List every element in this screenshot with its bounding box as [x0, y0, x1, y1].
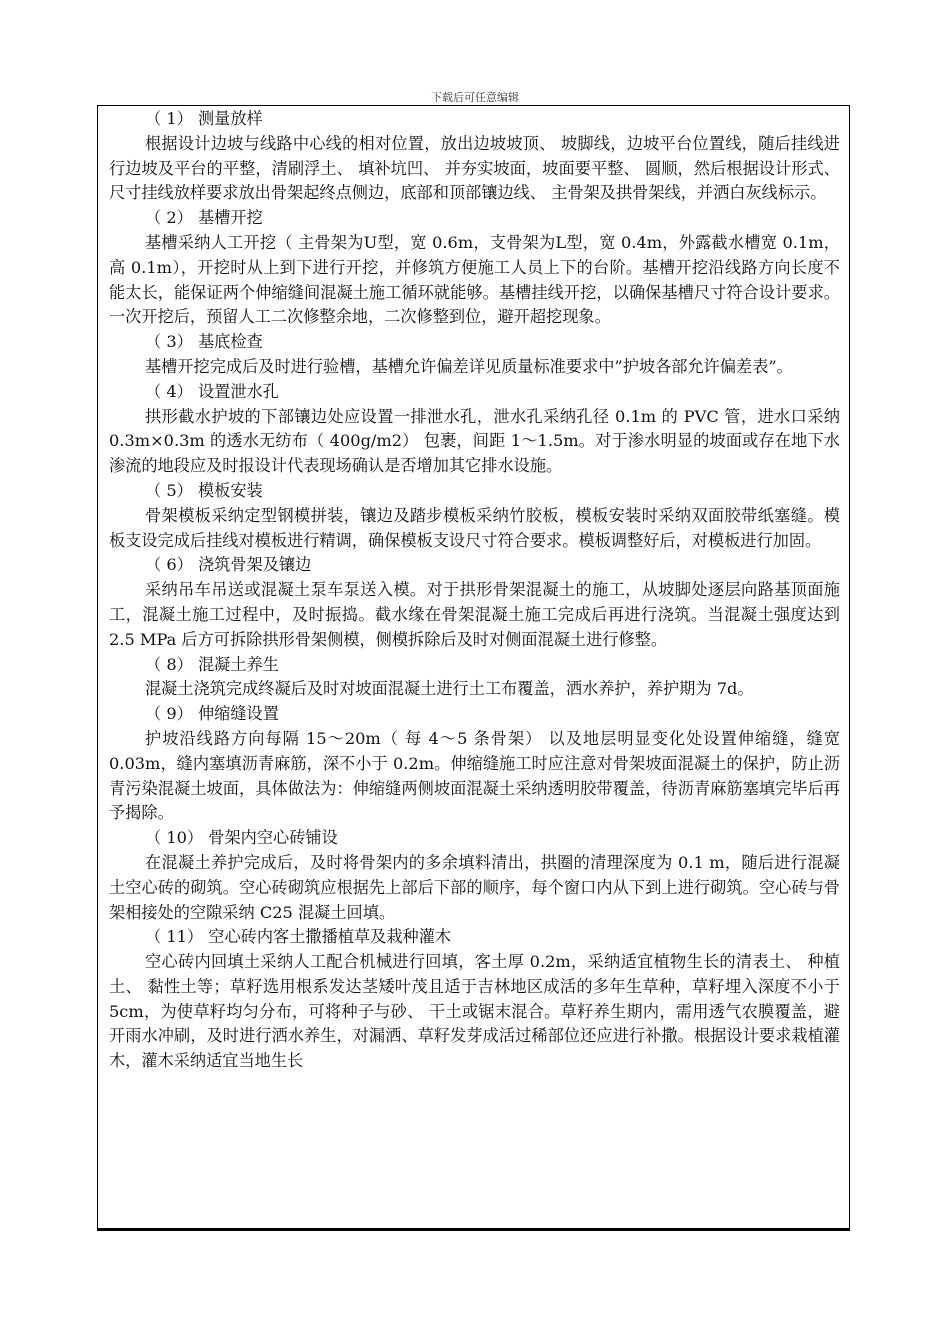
section-body-8: 混凝土浇筑完成终凝后及时对坡面混凝土进行土工布覆盖，洒水养护，养护期为 7d。 [145, 679, 754, 699]
section-body-3: 基槽开挖完成后及时进行验槽，基槽允许偏差详见质量标准要求中”护坡各部允许偏差表”。 [145, 356, 793, 376]
section-heading-11: （ 11） 空心砖内客土撒播植草及栽种灌木 [145, 927, 452, 947]
section-heading-8: （ 8） 混凝土养生 [145, 654, 279, 674]
section-heading-9: （ 9） 伸缩缝设置 [145, 704, 279, 724]
section-heading-3: （ 3） 基底检查 [145, 332, 263, 352]
section-heading-5: （ 5） 模板安装 [145, 480, 263, 500]
table-cell-frame [97, 105, 850, 1231]
section-heading-6: （ 6） 浇筑骨架及镶边 [145, 555, 312, 575]
section-body-2: 基槽采纳人工开挖（ 主骨架为U型，宽 0.6m，支骨架为L型，宽 0.4m，外露截水槽宽 0.1m，高 0.1m），开挖时从上到下进行开挖，并修筑方便施工人员上下的台阶。基槽开挖沿线路方向长度不能太长，能保证两个伸缩缝间混凝土施工循环就能够。基槽挂线开挖，以确保基槽尺寸符合设计要求。一次开挖后，预留人工二次修整余地，二次修整到位，避开超挖现象。 [109, 232, 840, 327]
section-heading-10: （ 10） 骨架内空心砖铺设 [145, 828, 338, 848]
header-note: 下载后可任意编辑 [431, 91, 519, 104]
section-body-11: 空心砖内回填土采纳人工配合机械进行回填，客土厚 0.2m，采纳适宜植物生长的清表土、 种植土、 黏性土等；草籽选用根系发达茎矮叶茂且适于吉林地区成活的多年生草种，草籽埋入深度不小于 5cm，为使草籽均匀分布，可将种子与砂、 干土或锯末混合。草籽养生期内，需用透气农膜覆盖，避开雨水冲刷，及时进行洒水养生，对漏洒、草籽发芽成活过稀部位还应进行补撒。根据设计要求栽植灌木，灌木采纳适宜当地生长 [109, 952, 840, 1071]
section-body-6: 采纳吊车吊送或混凝土泵车泵送入模。对于拱形骨架混凝土的施工，从坡脚处逐层向路基顶面施工，混凝土施工过程中，及时振捣。截水缘在骨架混凝土施工完成后再进行浇筑。当混凝土强度达到 2.5 MPa 后方可拆除拱形骨架侧模，侧模拆除后及时对侧面混凝土进行修整。 [109, 580, 840, 649]
section-body-10: 在混凝土养护完成后，及时将骨架内的多余填料清出，拱圈的清理深度为 0.1 m，随后进行混凝土空心砖的砌筑。空心砖砌筑应根据先上部后下部的顺序，每个窗口内从下到上进行砌筑。空心砖与骨架相接处的空隙采纳 C25 混凝土回填。 [109, 852, 840, 922]
section-body-1: 根据设计边坡与线路中心线的相对位置，放出边坡坡顶、 坡脚线，边坡平台位置线，随后挂线进行边坡及平台的平整，清刷浮土、 填补坑凹、 并夯实坡面，坡面要平整、 圆顺，然后根据设计形式、 尺寸挂线放样要求放出骨架起终点侧边，底部和顶部镶边线、 主骨架及拱骨架线，并洒白灰线标示。 [109, 133, 840, 203]
section-heading-4: （ 4） 设置泄水孔 [145, 381, 279, 401]
document-body [109, 107, 840, 1074]
section-heading-1: （ 1） 测量放样 [145, 109, 263, 128]
section-body-5: 骨架模板采纳定型钢模拼装，镶边及踏步模板采纳竹胶板，模板安装时采纳双面胶带纸塞缝。模板支设完成后挂线对模板进行精调，确保模板支设尺寸符合要求。模板调整好后，对模板进行加固。 [109, 505, 840, 550]
section-heading-2: （ 2） 基槽开挖 [145, 208, 263, 228]
section-body-4: 拱形截水护坡的下部镶边处应设置一排泄水孔，泄水孔采纳孔径 0.1m 的 PVC 管，进水口采纳 0.3m×0.3m 的透水无纺布（ 400g/m2） 包裹，间距 1～1.5m。对于渗水明显的坡面或存在地下水渗流的地段应及时报设计代表现场确认是否增加其它排水设施。 [109, 406, 840, 476]
section-body-9: 护坡沿线路方向每隔 15～20m（ 每 4～5 条骨架） 以及地层明显变化处设置伸缩缝，缝宽 0.03m，缝内塞填沥青麻筋，深不小于 0.2m。伸缩缝施工时应注意对骨架坡面混凝土的保护，防止沥青污染混凝土坡面，具体做法为：伸缩缝两侧坡面混凝土采纳透明胶带覆盖，待沥青麻筋塞填完毕后再予揭除。 [109, 728, 840, 823]
